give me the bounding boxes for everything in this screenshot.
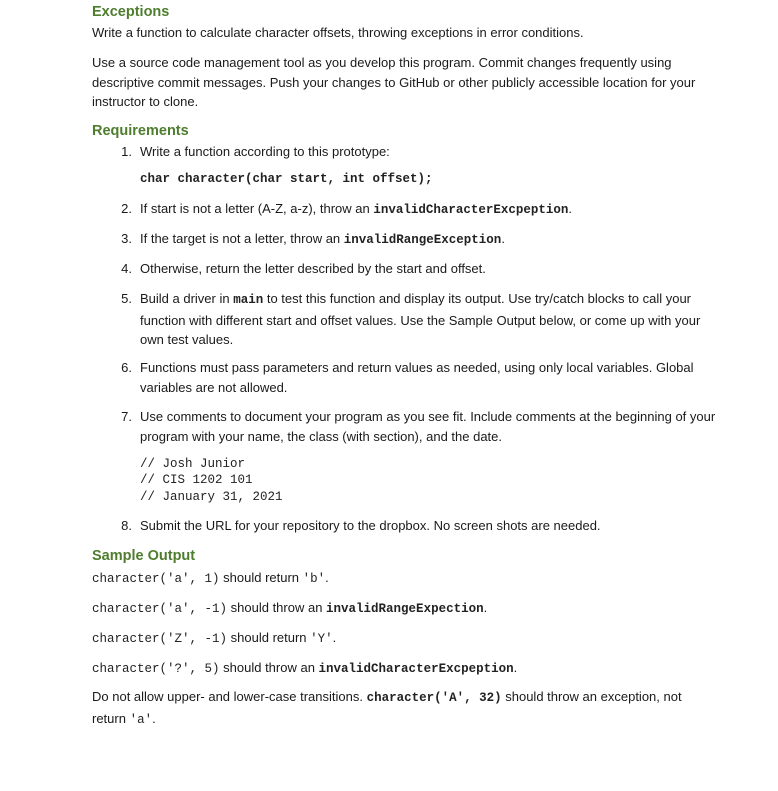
heading-requirements: Requirements — [92, 123, 189, 139]
heading-sample-output: Sample Output — [92, 548, 196, 564]
requirement-text: Otherwise, return the letter described by the start and offset. — [140, 261, 486, 276]
requirement-number: 2. — [121, 201, 132, 216]
inline-code: 'b' — [302, 572, 326, 586]
requirement-number: 7. — [121, 409, 132, 424]
sample-line-4: character('?', 5) should throw an invalidCharacterExcpeption. — [92, 660, 518, 676]
requirement-text: Use comments to document your program as you see fit. Include comments at the beginning of your program with your name, the class (with section), and the date. — [140, 409, 716, 444]
requirement-text: If the target is not a letter, throw an invalidRangeException. — [140, 231, 505, 247]
inline-code: main — [233, 293, 264, 307]
inline-code: 'a' — [129, 712, 153, 727]
intro-paragraph-2: Use a source code management tool as you develop this program. Commit changes frequently using descriptive commit messages. Push your changes to GitHub or other publicly accessible location for your instructor to clone. — [92, 55, 696, 109]
comment-line-2: // CIS 1202 101 — [140, 473, 253, 487]
requirement-text: Write a function according to this prototype: — [140, 144, 390, 159]
comment-line-1: // Josh Junior — [140, 457, 246, 471]
sample-line-2: character('a', -1) should throw an invalidRangeExpection. — [92, 600, 488, 616]
requirement-number: 5. — [121, 291, 132, 306]
inline-code: character('?', 5) — [92, 662, 220, 676]
comment-line-3: // January 31, 2021 — [140, 490, 283, 504]
inline-code: character('A', 32) — [366, 691, 502, 705]
inline-code: character('a', 1) — [92, 572, 220, 586]
inline-code: character('a', -1) — [92, 602, 228, 616]
inline-code: invalidRangeExpection — [326, 602, 484, 616]
requirement-number: 6. — [121, 360, 132, 375]
case-transition-note: Do not allow upper- and lower-case transitions. character('A', 32) should throw an exception, not return 'a'. — [92, 689, 682, 727]
inline-code: invalidCharacterExcpeption — [373, 203, 569, 217]
inline-code: invalidCharacterExcpeption — [318, 662, 514, 676]
requirement-number: 8. — [121, 518, 132, 533]
inline-code: 'Y' — [310, 632, 333, 646]
requirement-number: 1. — [121, 144, 132, 159]
requirement-text: Functions must pass parameters and return values as needed, using only local variables. Global variables are not allowed. — [140, 360, 694, 395]
sample-line-1: character('a', 1) should return 'b'. — [92, 570, 329, 586]
requirement-text: If start is not a letter (A-Z, a-z), throw an invalidCharacterExcpeption. — [140, 201, 573, 217]
intro-paragraph-1: Write a function to calculate character offsets, throwing exceptions in error conditions. — [92, 25, 584, 40]
heading-exceptions: Exceptions — [92, 4, 170, 20]
requirement-number: 4. — [121, 261, 132, 276]
requirement-text: Build a driver in main to test this function and display its output. Use try/catch blocks to call your function with different start and offset values. Use the Sample Output below, or come up with your own test values. — [140, 291, 701, 347]
sample-line-3: character('Z', -1) should return 'Y'. — [92, 630, 337, 646]
prototype-code: char character(char start, int offset); — [140, 172, 433, 186]
inline-code: invalidRangeException — [343, 233, 502, 247]
requirement-number: 3. — [121, 231, 132, 246]
requirement-text: Submit the URL for your repository to the dropbox. No screen shots are needed. — [140, 518, 601, 533]
inline-code: character('Z', -1) — [92, 632, 228, 646]
